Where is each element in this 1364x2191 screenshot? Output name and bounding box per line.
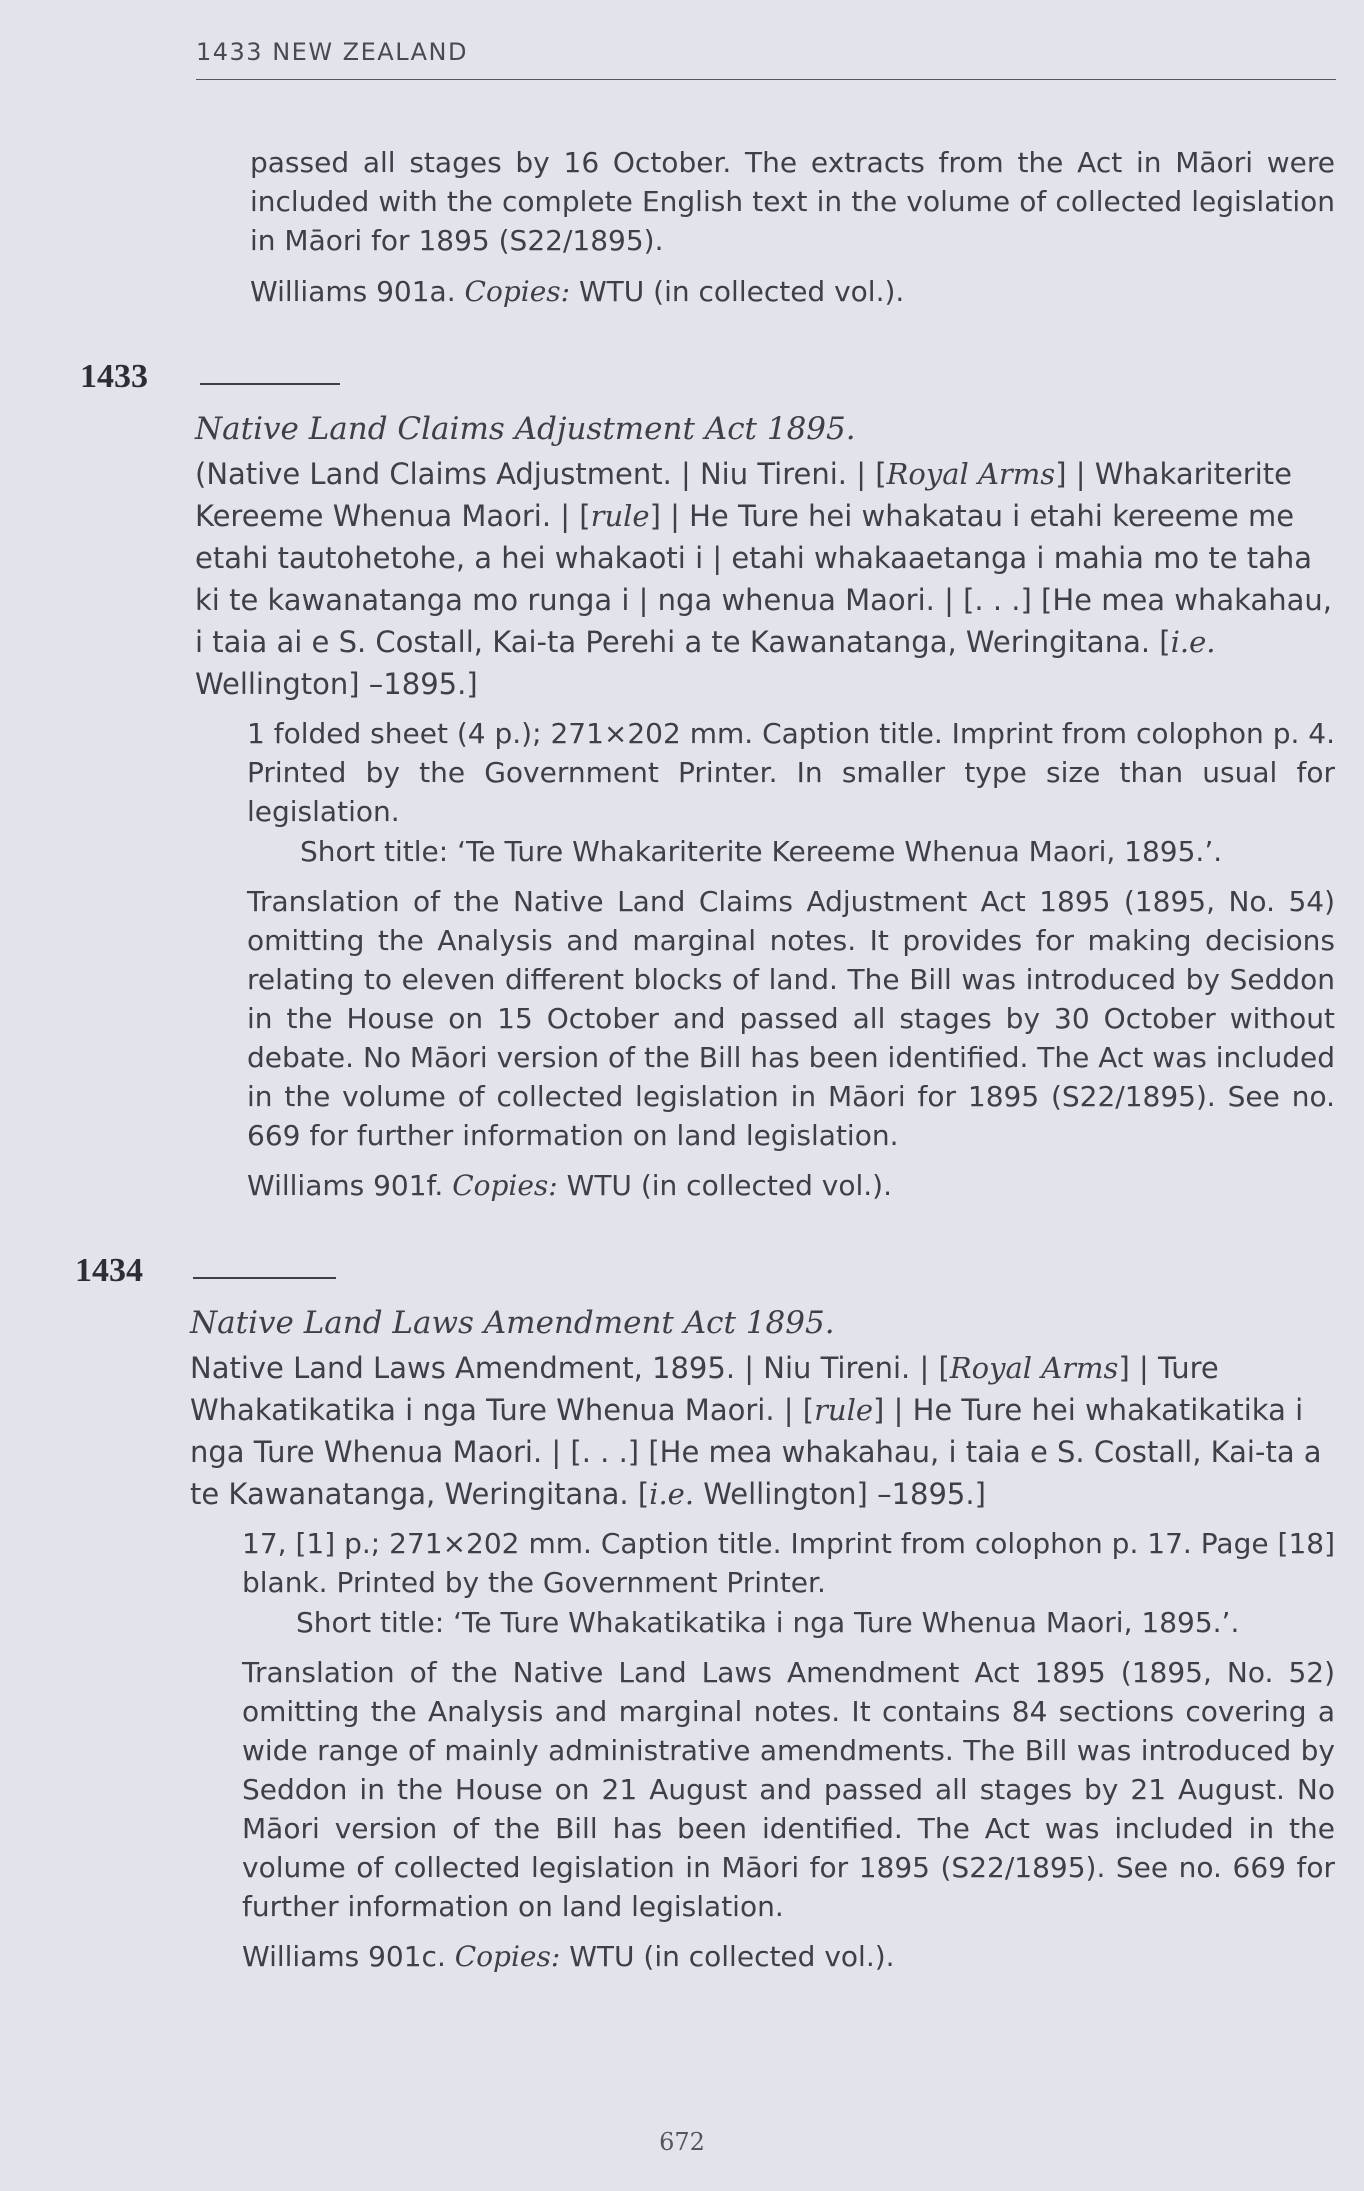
rule-note: rule: [814, 1393, 874, 1427]
transcription-text: ] | He Ture hei whakatau i etahi kereeme me etahi tautohetohe, a hei whakaoti i | etahi whakaaetanga i mahia mo te taha ki te kawanatanga mo runga i | nga whenua Maori. | [. . .] [He mea whakahau, i taia ai e S. Costall, Kai-ta Perehi a te Kawanatanga, Weringitana. [: [195, 499, 1332, 659]
transcription-text: (Native Land Claims Adjustment. | Niu Tireni. | [: [195, 457, 887, 491]
transcription-text: ] | Whakariterite Kereeme Whenua Maori. | [: [195, 457, 1292, 533]
copies-label: Copies:: [454, 1940, 561, 1973]
copies-label: Copies:: [452, 1169, 558, 1202]
transcription-text: Wellington] –1895.]: [694, 1477, 986, 1511]
continued-citation: [250, 272, 1335, 311]
entry-title: Native Land Claims Adjustment Act 1895.: [195, 411, 856, 447]
transcription-text: Wellington] –1895.]: [195, 667, 478, 701]
citation-ref: Williams 901f.: [247, 1169, 444, 1202]
transcription-text: Native Land Laws Amendment, 1895. | Niu Tireni. | [: [190, 1351, 950, 1385]
transcription-text: ] | He Ture hei whakatikatika i nga Ture Whenua Maori. | [. . .] [He mea whakahau, i taia e S. Costall, Kai-ta a te Kawanatanga, Weringitana. [: [190, 1393, 1322, 1511]
citation-ref: Williams 901a.: [250, 275, 456, 308]
running-head: 1433 NEW ZEALAND: [196, 38, 468, 66]
entry-citation: [247, 1166, 1335, 1205]
royal-arms-note: Royal Arms: [886, 457, 1056, 491]
title-transcription: [195, 453, 1335, 705]
header-rule: [196, 79, 1336, 80]
short-title: Short title: ‘Te Ture Whakariterite Kereeme Whenua Maori, 1895.’.: [300, 835, 1223, 868]
title-transcription: [190, 1347, 1335, 1515]
entry-dash: [200, 383, 340, 385]
physical-description: 17, [1] p.; 271×202 mm. Caption title. Imprint from colophon p. 17. Page [18] blank. Printed by the Government Printer.: [242, 1527, 1335, 1599]
continued-note: passed all stages by 16 October. The extracts from the Act in Māori were included with the complete English text in the volume of collected legislation in Māori for 1895 (S22/1895).: [250, 146, 1335, 257]
entry-note: Translation of the Native Land Claims Adjustment Act 1895 (1895, No. 54) omitting the Analysis and marginal notes. It provides for making decisions relating to eleven different blocks of land. The Bill was introduced by Seddon in the House on 15 October and passed all stages by 30 October without debate. No Māori version of the Bill has been identified. The Act was included in the volume of collected legislation in Māori for 1895 (S22/1895). See no. 669 for further information on land legislation.: [247, 885, 1335, 1152]
copies-value: WTU (in collected vol.).: [578, 275, 905, 308]
citation-ref: Williams 901c.: [242, 1940, 446, 1973]
entry-number: 1433: [80, 358, 148, 395]
entry-citation: [242, 1937, 1335, 1976]
page-number: 672: [659, 2128, 705, 2156]
entry-note: Translation of the Native Land Laws Amendment Act 1895 (1895, No. 52) omitting the Analysis and marginal notes. It contains 84 sections covering a wide range of mainly administrative amendments. The Bill was introduced by Seddon in the House on 21 August and passed all stages by 21 August. No Māori version of the Bill has been identified. The Act was included in the volume of collected legislation in Māori for 1895 (S22/1895). See no. 669 for further information on land legislation.: [242, 1656, 1335, 1923]
ie-note: i.e.: [1170, 625, 1216, 659]
entry-dash: [193, 1277, 336, 1279]
entry-title: Native Land Laws Amendment Act 1895.: [190, 1305, 835, 1341]
copies-value: WTU (in collected vol.).: [566, 1169, 892, 1202]
physical-description: 1 folded sheet (4 p.); 271×202 mm. Caption title. Imprint from colophon p. 4. Printed by the Government Printer. In smaller type size than usual for legislation.: [247, 717, 1335, 828]
royal-arms-note: Royal Arms: [949, 1351, 1119, 1385]
short-title: Short title: ‘Te Ture Whakatikatika i nga Ture Whenua Maori, 1895.’.: [296, 1606, 1240, 1639]
entry-number: 1434: [75, 1252, 143, 1289]
ie-note: i.e.: [649, 1477, 695, 1511]
copies-label: Copies:: [464, 275, 571, 308]
transcription-text: ] | Ture Whakatikatika i nga Ture Whenua Maori. | [: [190, 1351, 1219, 1427]
rule-note: rule: [590, 499, 650, 533]
copies-value: WTU (in collected vol.).: [569, 1940, 895, 1973]
